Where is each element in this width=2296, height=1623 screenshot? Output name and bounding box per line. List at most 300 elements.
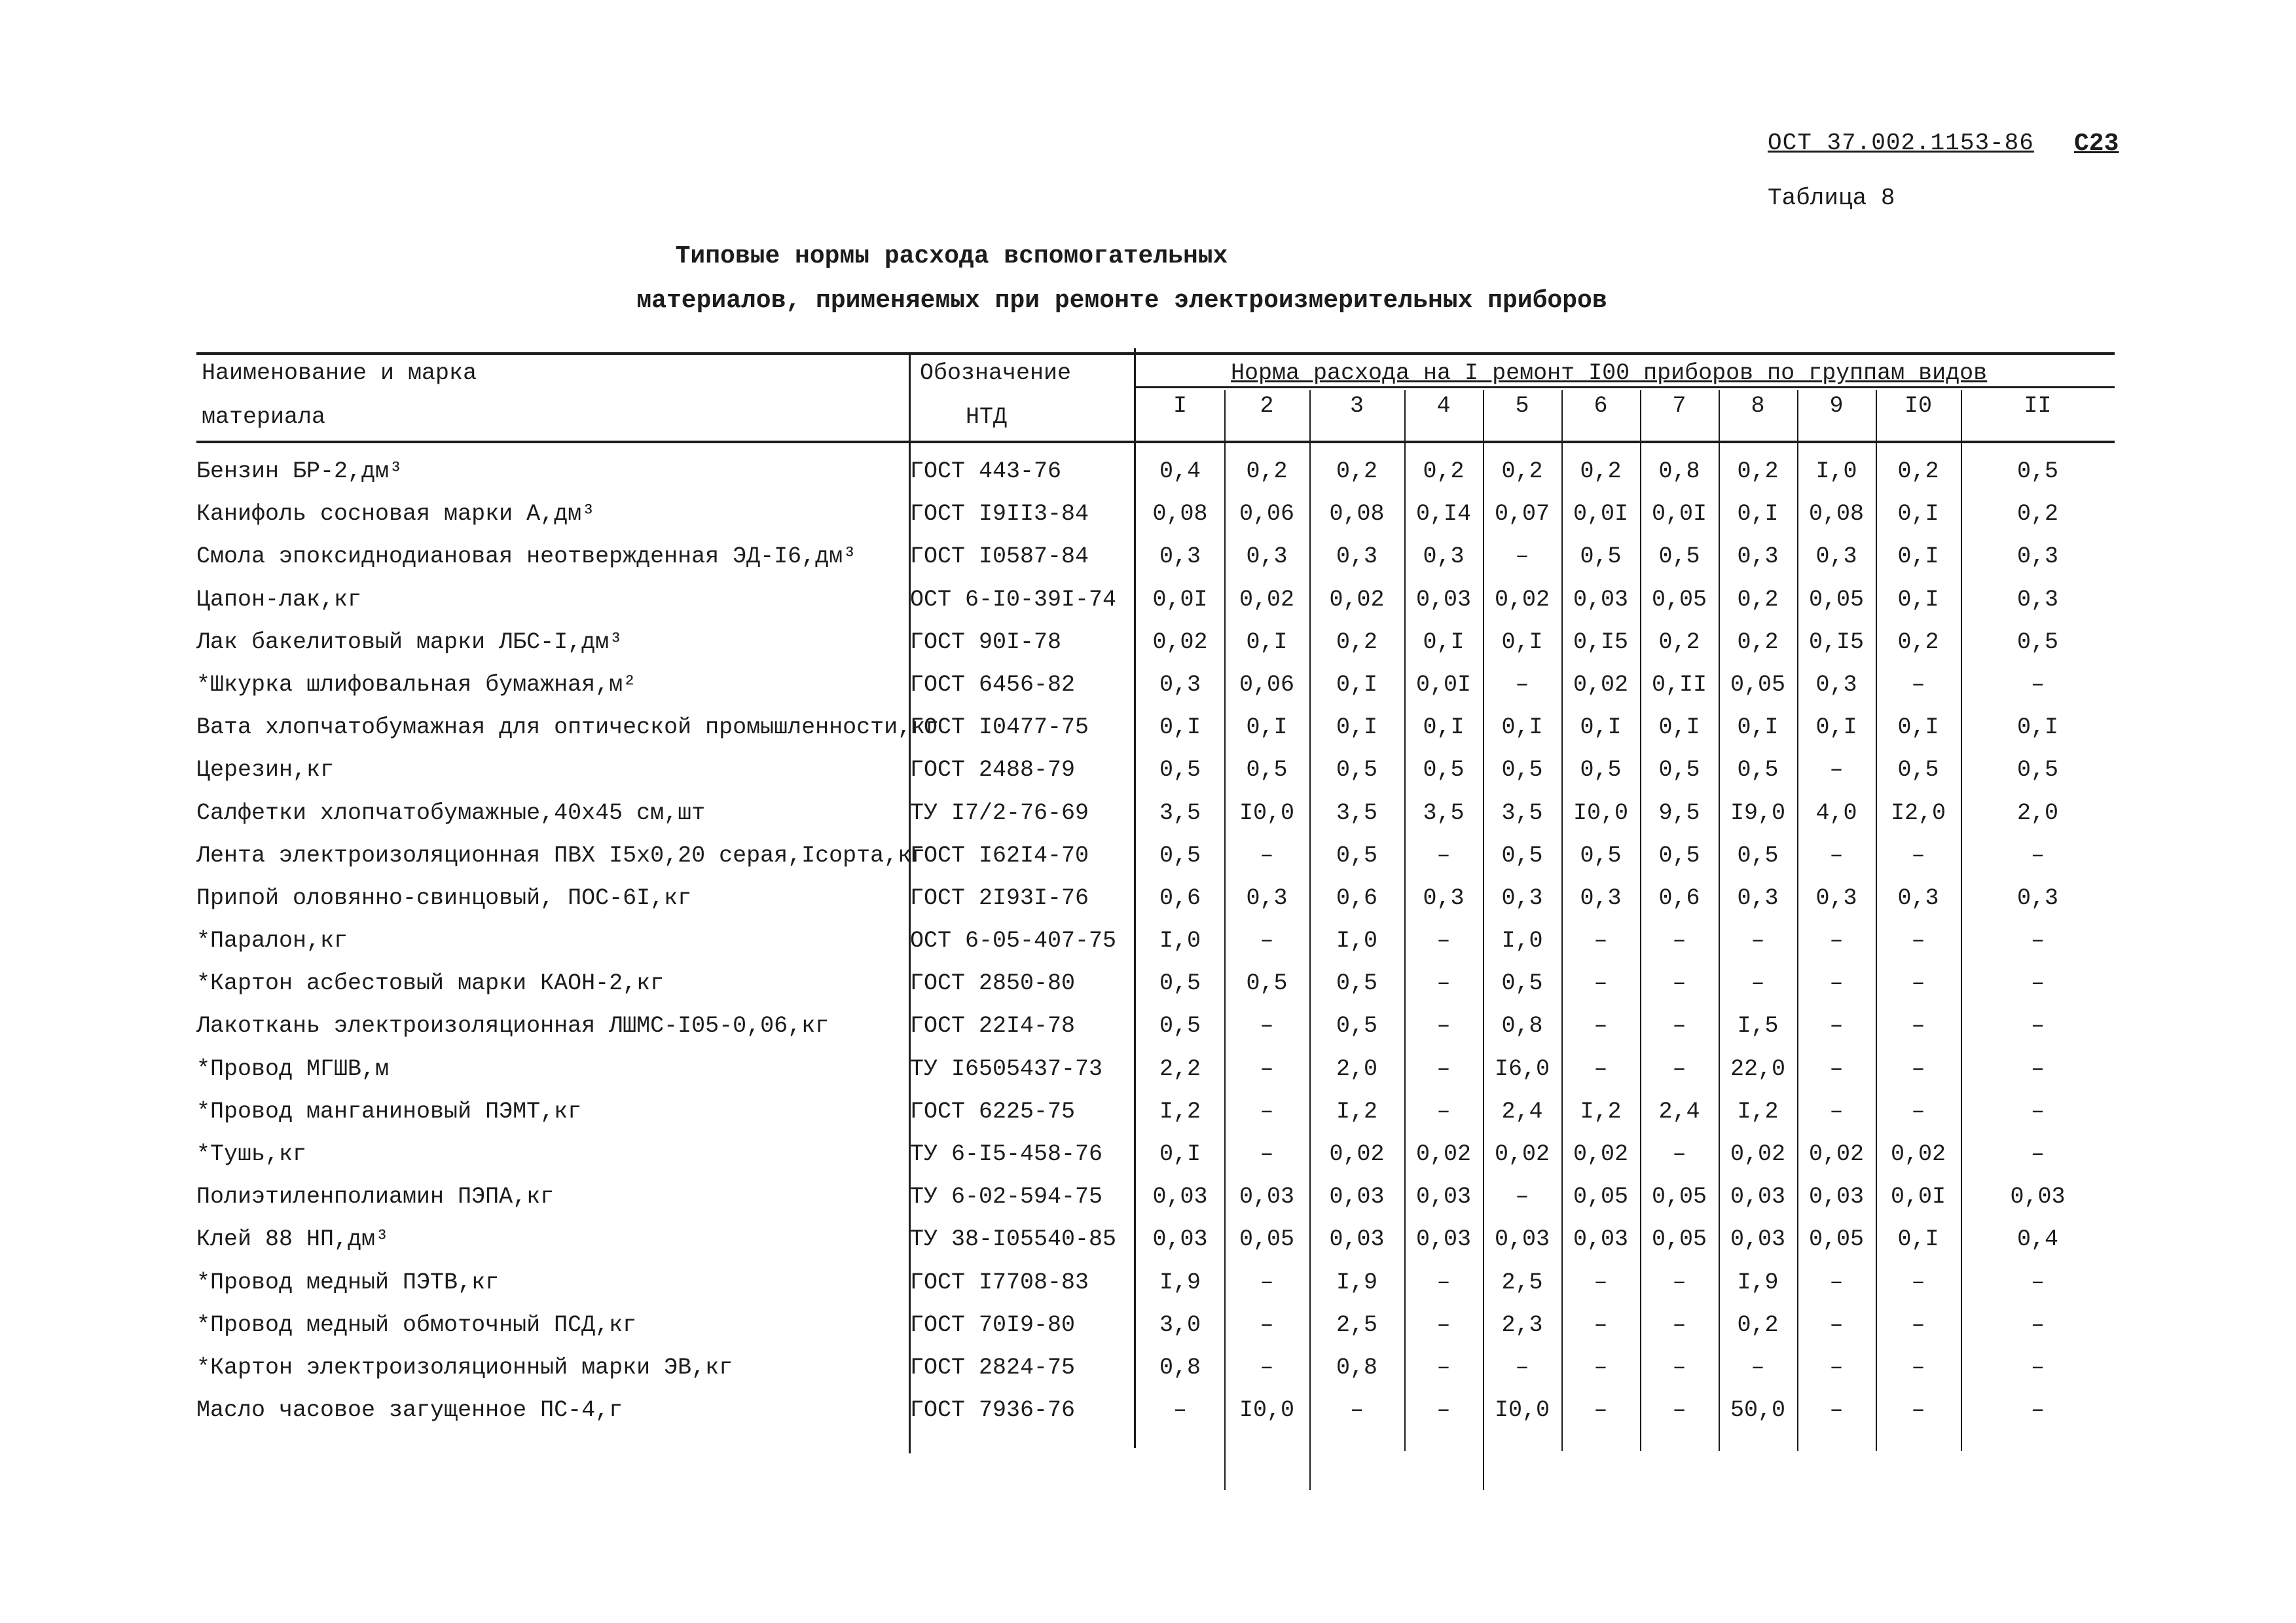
material-name: *Провод медный обмоточный ПСД,кг: [196, 1311, 637, 1338]
ntd-designation: ГОСТ 2824-75: [910, 1354, 1076, 1381]
norm-value-group-10: –: [1911, 1055, 1925, 1082]
norm-value-group-4: –: [1436, 1013, 1451, 1040]
table-row: [0, 1348, 2296, 1391]
group-header-4: 4: [1436, 393, 1451, 419]
group-header-rule: [1136, 386, 2115, 388]
table-row: [0, 1177, 2296, 1220]
norm-value-group-2: 0,I: [1246, 629, 1288, 655]
norm-value-group-11: 2,0: [2016, 799, 2058, 826]
norm-value-group-11: –: [2030, 1397, 2045, 1424]
norm-value-group-3: 2,5: [1336, 1311, 1377, 1338]
norm-value-group-9: 0,3: [1815, 884, 1857, 911]
material-name: *Провод манганиновый ПЭМТ,кг: [196, 1098, 582, 1125]
norm-value-group-2: –: [1260, 1098, 1274, 1125]
norm-value-group-8: 50,0: [1730, 1397, 1785, 1424]
norm-value-group-1: 0,I: [1159, 714, 1201, 741]
table-row: [0, 836, 2296, 879]
norm-value-group-6: 0,2: [1580, 458, 1622, 484]
table-row: [0, 964, 2296, 1006]
norm-value-group-8: 0,I: [1737, 501, 1779, 528]
norm-value-group-4: –: [1436, 1354, 1451, 1381]
norm-value-group-10: –: [1911, 1013, 1925, 1040]
norm-value-group-11: 0,5: [2016, 629, 2058, 655]
norm-value-group-10: –: [1911, 1269, 1925, 1296]
norm-value-group-11: 0,3: [2016, 586, 2058, 613]
material-name: Лакоткань электроизоляционная ЛШМС-I05-0,06,кг: [196, 1013, 829, 1040]
norm-value-group-6: 0,05: [1573, 1184, 1628, 1211]
ntd-designation: ГОСТ 2488-79: [910, 757, 1076, 784]
norm-value-group-4: 0,2: [1423, 458, 1465, 484]
norm-value-group-6: 0,5: [1580, 842, 1622, 869]
norm-value-group-5: I,0: [1501, 928, 1543, 955]
norm-value-group-5: 0,3: [1501, 884, 1543, 911]
norm-value-group-8: 0,03: [1730, 1184, 1785, 1211]
norm-value-group-11: –: [2030, 1269, 2045, 1296]
norm-value-group-1: 0,I: [1159, 1141, 1201, 1167]
norm-value-group-9: 4,0: [1815, 799, 1857, 826]
norm-value-group-3: 0,5: [1336, 1013, 1377, 1040]
norm-value-group-3: 0,5: [1336, 842, 1377, 869]
norm-value-group-2: –: [1260, 1269, 1274, 1296]
norm-value-group-1: 0,5: [1159, 1013, 1201, 1040]
norm-value-group-9: –: [1829, 757, 1844, 784]
norm-value-group-2: –: [1260, 1354, 1274, 1381]
norm-value-group-10: –: [1911, 970, 1925, 997]
norm-value-group-3: 0,5: [1336, 970, 1377, 997]
norm-value-group-4: 0,I: [1423, 714, 1465, 741]
material-name: Лента электроизоляционная ПВХ I5х0,20 серая,Iсорта,кг: [196, 842, 926, 869]
table-row: [0, 879, 2296, 921]
norm-value-group-3: 0,2: [1336, 629, 1377, 655]
norm-value-group-8: 22,0: [1730, 1055, 1785, 1082]
table-row: [0, 494, 2296, 537]
norm-value-group-9: –: [1829, 1013, 1844, 1040]
norm-value-group-6: I0,0: [1573, 799, 1628, 826]
norm-value-group-7: 2,4: [1658, 1098, 1700, 1125]
table-row: [0, 921, 2296, 964]
norm-value-group-10: 0,I: [1897, 501, 1939, 528]
group-header-3: 3: [1349, 393, 1364, 419]
norm-value-group-9: –: [1829, 1098, 1844, 1125]
norm-value-group-11: 0,03: [2010, 1184, 2066, 1211]
material-name: *Картон электроизоляционный марки ЭВ,кг: [196, 1354, 733, 1381]
norm-value-group-10: 0,I: [1897, 586, 1939, 613]
norm-value-group-11: –: [2030, 1354, 2045, 1381]
ntd-designation: ГОСТ 443-76: [910, 458, 1062, 484]
ntd-designation: ГОСТ I0587-84: [910, 543, 1089, 570]
norm-value-group-1: 0,5: [1159, 757, 1201, 784]
norm-value-group-6: –: [1594, 1354, 1608, 1381]
norm-value-group-3: 0,2: [1336, 458, 1377, 484]
norm-value-group-1: 2,2: [1159, 1055, 1201, 1082]
norm-value-group-9: 0,3: [1815, 671, 1857, 698]
norm-value-group-5: 0,07: [1494, 501, 1550, 528]
norm-value-group-11: 0,I: [2016, 714, 2058, 741]
ntd-designation: ГОСТ 2850-80: [910, 970, 1076, 997]
norm-value-group-11: 0,4: [2016, 1226, 2058, 1253]
norm-value-group-7: 0,5: [1658, 842, 1700, 869]
norm-value-group-8: –: [1751, 1354, 1765, 1381]
table-row: [0, 623, 2296, 665]
norm-value-group-4: –: [1436, 928, 1451, 955]
header-material-line-1: Наименование и марка: [202, 360, 477, 386]
norm-value-group-8: 0,3: [1737, 884, 1779, 911]
material-name: Клей 88 НП,дм³: [196, 1226, 390, 1253]
table-number: Таблица 8: [1768, 185, 1895, 211]
norm-value-group-2: 0,5: [1246, 757, 1288, 784]
norm-value-group-3: 0,02: [1329, 586, 1385, 613]
norm-value-group-7: 0,II: [1651, 671, 1707, 698]
norm-value-group-1: 0,5: [1159, 842, 1201, 869]
ntd-designation: ГОСТ I9II3-84: [910, 501, 1089, 528]
norm-value-group-9: –: [1829, 970, 1844, 997]
norm-value-group-4: 0,0I: [1415, 671, 1471, 698]
norm-value-group-2: –: [1260, 1013, 1274, 1040]
ntd-designation: ГОСТ 2I93I-76: [910, 884, 1089, 911]
norm-value-group-6: –: [1594, 970, 1608, 997]
norm-value-group-10: 0,I: [1897, 1226, 1939, 1253]
table-top-rule: [196, 352, 2115, 355]
ntd-designation: ГОСТ I7708-83: [910, 1269, 1089, 1296]
norm-value-group-3: 0,03: [1329, 1226, 1385, 1253]
ntd-designation: ТУ 38-I05540-85: [910, 1226, 1117, 1253]
norm-value-group-9: 0,I5: [1808, 629, 1864, 655]
norm-value-group-3: 0,8: [1336, 1354, 1377, 1381]
ntd-designation: ГОСТ 22I4-78: [910, 1013, 1076, 1040]
norm-value-group-1: 0,0I: [1152, 586, 1208, 613]
material-name: Канифоль сосновая марки А,дм³: [196, 501, 596, 528]
material-name: Смола эпоксиднодиановая неотвержденная ЭД-I6,дм³: [196, 543, 857, 570]
norm-value-group-1: 0,3: [1159, 543, 1201, 570]
group-header-8: 8: [1751, 393, 1765, 419]
norm-value-group-9: 0,05: [1808, 1226, 1864, 1253]
norm-value-group-10: 0,2: [1897, 629, 1939, 655]
norm-value-group-10: –: [1911, 842, 1925, 869]
table-row: [0, 580, 2296, 623]
norm-value-group-8: 0,2: [1737, 629, 1779, 655]
material-name: *Тушь,кг: [196, 1141, 307, 1167]
norm-value-group-2: 0,03: [1239, 1184, 1294, 1211]
page-number: С23: [2074, 130, 2119, 158]
norm-value-group-4: 3,5: [1423, 799, 1465, 826]
norm-value-group-3: 0,08: [1329, 501, 1385, 528]
table-row: [0, 1263, 2296, 1305]
group-header-5: 5: [1515, 393, 1529, 419]
norm-value-group-1: 0,08: [1152, 501, 1208, 528]
norm-value-group-5: 0,02: [1494, 1141, 1550, 1167]
norm-value-group-1: 0,6: [1159, 884, 1201, 911]
norm-value-group-4: 0,5: [1423, 757, 1465, 784]
norm-value-group-2: 0,05: [1239, 1226, 1294, 1253]
header-ntd-line-2: НТД: [966, 404, 1008, 430]
table-title-line-2: материалов, применяемых при ремонте электроизмерительных приборов: [636, 287, 1607, 315]
norm-value-group-9: –: [1829, 1397, 1844, 1424]
table-row: [0, 1006, 2296, 1049]
norm-value-group-8: I,2: [1737, 1098, 1779, 1125]
ntd-designation: ТУ 6-02-594-75: [910, 1184, 1103, 1211]
norm-value-group-3: 0,3: [1336, 543, 1377, 570]
norm-value-group-7: –: [1672, 1397, 1686, 1424]
norm-value-group-7: 0,6: [1658, 884, 1700, 911]
norm-value-group-11: –: [2030, 671, 2045, 698]
norm-value-group-2: 0,02: [1239, 586, 1294, 613]
norm-value-group-11: –: [2030, 1141, 2045, 1167]
norm-value-group-11: 0,2: [2016, 501, 2058, 528]
material-name: *Шкурка шлифовальная бумажная,м²: [196, 671, 637, 698]
norm-value-group-3: 2,0: [1336, 1055, 1377, 1082]
norm-value-group-9: –: [1829, 1055, 1844, 1082]
norm-value-group-5: –: [1515, 1184, 1529, 1211]
norm-value-group-7: 0,2: [1658, 629, 1700, 655]
norm-value-group-7: –: [1672, 1141, 1686, 1167]
norm-value-group-1: 0,03: [1152, 1226, 1208, 1253]
group-header-7: 7: [1672, 393, 1686, 419]
material-name: Лак бакелитовый марки ЛБС-I,дм³: [196, 629, 623, 655]
norm-value-group-7: –: [1672, 1013, 1686, 1040]
ntd-designation: ГОСТ I0477-75: [910, 714, 1089, 741]
header-ntd-line-1: Обозначение: [920, 360, 1072, 386]
table-row: [0, 750, 2296, 793]
norm-value-group-1: 0,5: [1159, 970, 1201, 997]
norm-value-group-3: I,9: [1336, 1269, 1377, 1296]
norm-value-group-5: –: [1515, 543, 1529, 570]
norm-value-group-1: 3,0: [1159, 1311, 1201, 1338]
group-header-9: 9: [1829, 393, 1844, 419]
norm-value-group-11: –: [2030, 1311, 2045, 1338]
norm-value-group-3: 3,5: [1336, 799, 1377, 826]
norm-value-group-2: 0,5: [1246, 970, 1288, 997]
norm-value-group-4: 0,02: [1415, 1141, 1471, 1167]
norm-value-group-2: –: [1260, 1141, 1274, 1167]
norm-value-group-8: I,9: [1737, 1269, 1779, 1296]
norm-value-group-4: 0,3: [1423, 543, 1465, 570]
norm-value-group-6: 0,02: [1573, 1141, 1628, 1167]
norm-value-group-3: –: [1349, 1397, 1364, 1424]
norm-value-group-6: 0,02: [1573, 671, 1628, 698]
norm-value-group-3: 0,I: [1336, 714, 1377, 741]
norm-value-group-5: 2,5: [1501, 1269, 1543, 1296]
material-name: Вата хлопчатобумажная для оптической промышленности,кг: [196, 714, 939, 741]
norm-value-group-5: 0,8: [1501, 1013, 1543, 1040]
group-header-6: 6: [1594, 393, 1608, 419]
norm-value-group-7: 0,8: [1658, 458, 1700, 484]
group-header-11: II: [2024, 393, 2052, 419]
norm-value-group-10: 0,I: [1897, 714, 1939, 741]
group-header-1: I: [1173, 393, 1187, 419]
norm-value-group-6: 0,5: [1580, 757, 1622, 784]
norm-value-group-6: 0,3: [1580, 884, 1622, 911]
norm-value-group-8: I9,0: [1730, 799, 1785, 826]
norm-value-group-6: 0,0I: [1573, 501, 1628, 528]
norm-value-group-9: –: [1829, 842, 1844, 869]
norm-value-group-10: –: [1911, 1098, 1925, 1125]
norm-value-group-1: 0,02: [1152, 629, 1208, 655]
norm-value-group-10: 0,3: [1897, 884, 1939, 911]
norm-value-group-11: 0,3: [2016, 543, 2058, 570]
norm-value-group-11: –: [2030, 928, 2045, 955]
norm-value-group-1: 3,5: [1159, 799, 1201, 826]
table-row: [0, 1305, 2296, 1348]
norm-value-group-7: –: [1672, 1354, 1686, 1381]
norm-value-group-8: 0,5: [1737, 757, 1779, 784]
norm-value-group-4: 0,I: [1423, 629, 1465, 655]
norm-value-group-8: 0,02: [1730, 1141, 1785, 1167]
norm-value-group-5: –: [1515, 671, 1529, 698]
norm-value-group-7: –: [1672, 928, 1686, 955]
norm-value-group-10: 0,I: [1897, 543, 1939, 570]
norm-value-group-1: I,0: [1159, 928, 1201, 955]
norm-value-group-3: 0,5: [1336, 757, 1377, 784]
norm-value-group-10: –: [1911, 1354, 1925, 1381]
table-row: [0, 1092, 2296, 1135]
table-body: [0, 452, 2296, 1433]
norm-value-group-6: –: [1594, 1055, 1608, 1082]
ntd-designation: ГОСТ 6456-82: [910, 671, 1076, 698]
norm-value-group-10: –: [1911, 671, 1925, 698]
norm-value-group-7: 0,05: [1651, 1184, 1707, 1211]
norm-value-group-2: 0,3: [1246, 543, 1288, 570]
group-header-10: I0: [1904, 393, 1932, 419]
norm-value-group-6: 0,I: [1580, 714, 1622, 741]
norm-value-group-2: I0,0: [1239, 1397, 1294, 1424]
norm-value-group-1: I,9: [1159, 1269, 1201, 1296]
ntd-designation: ТУ 6-I5-458-76: [910, 1141, 1103, 1167]
norm-value-group-4: –: [1436, 1269, 1451, 1296]
norm-value-group-4: 0,03: [1415, 586, 1471, 613]
table-row: [0, 665, 2296, 708]
norm-value-group-2: –: [1260, 842, 1274, 869]
norm-value-group-9: –: [1829, 1354, 1844, 1381]
norm-value-group-10: –: [1911, 1311, 1925, 1338]
norm-value-group-5: 0,2: [1501, 458, 1543, 484]
norm-value-group-3: 0,02: [1329, 1141, 1385, 1167]
norm-value-group-5: I6,0: [1494, 1055, 1550, 1082]
norm-value-group-5: 0,I: [1501, 629, 1543, 655]
norm-value-group-10: 0,2: [1897, 458, 1939, 484]
material-name: Масло часовое загущенное ПС-4,г: [196, 1397, 623, 1424]
norm-value-group-8: –: [1751, 970, 1765, 997]
norm-value-group-6: I,2: [1580, 1098, 1622, 1125]
table-row: [0, 1391, 2296, 1433]
material-name: Церезин,кг: [196, 757, 335, 784]
norm-value-group-2: 0,3: [1246, 884, 1288, 911]
norm-value-group-8: I,5: [1737, 1013, 1779, 1040]
table-row: [0, 537, 2296, 579]
norm-value-group-10: –: [1911, 928, 1925, 955]
norm-value-group-10: –: [1911, 1397, 1925, 1424]
ntd-designation: ГОСТ 6225-75: [910, 1098, 1076, 1125]
ntd-designation: ТУ I7/2-76-69: [910, 799, 1089, 826]
material-name: Салфетки хлопчатобумажные,40х45 см,шт: [196, 799, 706, 826]
material-name: *Провод медный ПЭТВ,кг: [196, 1269, 500, 1296]
norm-value-group-8: 0,3: [1737, 543, 1779, 570]
norm-value-group-4: 0,3: [1423, 884, 1465, 911]
norm-value-group-7: 0,I: [1658, 714, 1700, 741]
norm-value-group-10: 0,02: [1890, 1141, 1946, 1167]
norm-value-group-1: 0,03: [1152, 1184, 1208, 1211]
norm-value-group-2: 0,2: [1246, 458, 1288, 484]
norm-value-group-5: 0,5: [1501, 970, 1543, 997]
norm-value-group-1: 0,4: [1159, 458, 1201, 484]
material-name: Цапон-лак,кг: [196, 586, 362, 613]
ntd-designation: ОСТ 6-I0-39I-74: [910, 586, 1117, 613]
norm-value-group-11: 0,5: [2016, 757, 2058, 784]
ntd-designation: ГОСТ I62I4-70: [910, 842, 1089, 869]
material-name: Бензин БР-2,дм³: [196, 458, 403, 484]
norm-value-group-6: 0,03: [1573, 1226, 1628, 1253]
ntd-designation: ОСТ 6-05-407-75: [910, 928, 1117, 955]
norm-value-group-2: –: [1260, 1311, 1274, 1338]
norm-value-group-6: –: [1594, 1269, 1608, 1296]
ntd-designation: ГОСТ 70I9-80: [910, 1311, 1076, 1338]
norm-value-group-11: –: [2030, 1055, 2045, 1082]
norm-value-group-4: –: [1436, 1397, 1451, 1424]
norm-value-group-3: 0,03: [1329, 1184, 1385, 1211]
norm-value-group-5: 2,4: [1501, 1098, 1543, 1125]
norm-value-group-2: 0,06: [1239, 671, 1294, 698]
norm-value-group-7: –: [1672, 970, 1686, 997]
norm-value-group-3: 0,I: [1336, 671, 1377, 698]
ntd-designation: ГОСТ 7936-76: [910, 1397, 1076, 1424]
table-title-line-1: Типовые нормы расхода вспомогательных: [675, 242, 1228, 270]
norm-value-group-5: 2,3: [1501, 1311, 1543, 1338]
norm-value-group-9: 0,02: [1808, 1141, 1864, 1167]
header-material-line-2: материала: [202, 404, 326, 430]
norm-value-group-2: I0,0: [1239, 799, 1294, 826]
material-name: *Провод МГШВ,м: [196, 1055, 390, 1082]
norm-value-group-5: I0,0: [1494, 1397, 1550, 1424]
norm-value-group-11: 0,5: [2016, 458, 2058, 484]
norm-value-group-2: –: [1260, 1055, 1274, 1082]
material-name: *Паралон,кг: [196, 928, 348, 955]
norm-value-group-9: 0,03: [1808, 1184, 1864, 1211]
norm-value-group-7: 0,05: [1651, 1226, 1707, 1253]
norm-value-group-11: –: [2030, 1013, 2045, 1040]
norm-value-group-4: –: [1436, 842, 1451, 869]
norm-value-group-7: 0,5: [1658, 757, 1700, 784]
norm-value-group-4: –: [1436, 1055, 1451, 1082]
norm-value-group-7: 0,05: [1651, 586, 1707, 613]
norm-value-group-1: 0,8: [1159, 1354, 1201, 1381]
norm-value-group-7: –: [1672, 1055, 1686, 1082]
norm-value-group-7: 0,0I: [1651, 501, 1707, 528]
norm-value-group-5: –: [1515, 1354, 1529, 1381]
norm-value-group-8: 0,5: [1737, 842, 1779, 869]
norm-value-group-8: 0,2: [1737, 586, 1779, 613]
norm-value-group-9: I,0: [1815, 458, 1857, 484]
norm-value-group-9: 0,05: [1808, 586, 1864, 613]
norm-value-group-8: 0,03: [1730, 1226, 1785, 1253]
norm-value-group-7: –: [1672, 1269, 1686, 1296]
norm-value-group-8: 0,I: [1737, 714, 1779, 741]
norm-value-group-6: 0,I5: [1573, 629, 1628, 655]
norm-value-group-9: 0,I: [1815, 714, 1857, 741]
norm-value-group-4: 0,I4: [1415, 501, 1471, 528]
ntd-designation: ТУ I6505437-73: [910, 1055, 1103, 1082]
norm-value-group-8: 0,05: [1730, 671, 1785, 698]
norm-value-group-11: –: [2030, 970, 2045, 997]
norm-value-group-6: –: [1594, 1311, 1608, 1338]
header-bottom-rule: [196, 441, 2115, 443]
norm-value-group-4: –: [1436, 1098, 1451, 1125]
norm-value-group-5: 0,02: [1494, 586, 1550, 613]
material-name: *Картон асбестовый марки КАОН-2,кг: [196, 970, 665, 997]
norm-value-group-9: –: [1829, 1311, 1844, 1338]
norm-value-group-10: 0,5: [1897, 757, 1939, 784]
norm-value-group-5: 0,03: [1494, 1226, 1550, 1253]
norm-value-group-1: 0,3: [1159, 671, 1201, 698]
norm-value-group-9: –: [1829, 1269, 1844, 1296]
